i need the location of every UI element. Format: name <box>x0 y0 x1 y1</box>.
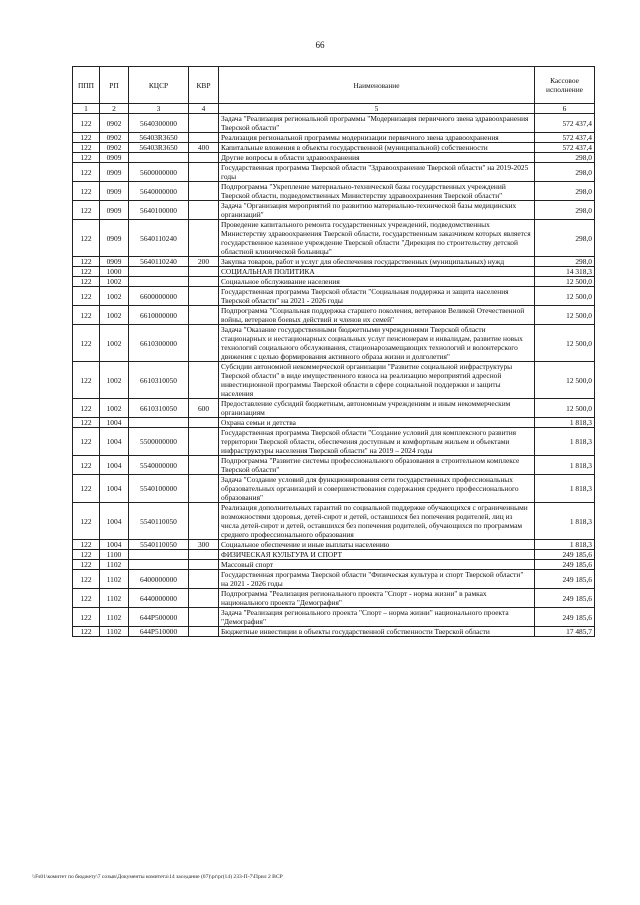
cell-kvr <box>189 267 219 277</box>
cell-rp: 0909 <box>100 182 129 201</box>
cell-rp: 1102 <box>100 560 129 570</box>
cell-kcsr: 6600000000 <box>129 287 189 306</box>
table-row <box>73 182 595 201</box>
table-row <box>73 287 595 306</box>
table-row <box>73 475 595 503</box>
cell-ppp: 122 <box>73 550 100 560</box>
cell-sum: 12 500,0 <box>535 362 595 399</box>
cell-ppp: 122 <box>73 399 100 418</box>
cell-rp: 0902 <box>100 133 129 143</box>
cell-kcsr: 56403R3650 <box>129 133 189 143</box>
table-row <box>73 627 595 637</box>
cell-name: Другие вопросы в области здравоохранения <box>219 153 535 163</box>
cell-ppp: 122 <box>73 362 100 399</box>
cell-ppp: 122 <box>73 475 100 503</box>
cell-name: Массовый спорт <box>219 560 535 570</box>
cell-kvr <box>189 418 219 428</box>
cell-rp: 1002 <box>100 277 129 287</box>
cell-sum: 249 185,6 <box>535 608 595 627</box>
cell-name: Подпрограмма "Развитие системы профессионального образования в строительном комплексе Тверской области" <box>219 456 535 475</box>
cell-kvr <box>189 325 219 362</box>
cell-kcsr: 5640300000 <box>129 114 189 133</box>
cell-kcsr: 5640110240 <box>129 220 189 257</box>
header-kvr: КВР <box>189 67 219 104</box>
cell-ppp: 122 <box>73 456 100 475</box>
table-row <box>73 418 595 428</box>
cell-rp: 1102 <box>100 608 129 627</box>
cell-rp: 0909 <box>100 257 129 267</box>
cell-kvr <box>189 627 219 637</box>
cell-name: Предоставление субсидий бюджетным, автономным учреждениям и иным некоммерческим организациям <box>219 399 535 418</box>
header-rp: РП <box>100 67 129 104</box>
cell-name: СОЦИАЛЬНАЯ ПОЛИТИКА <box>219 267 535 277</box>
header-ppp: ППП <box>73 67 100 104</box>
cell-kvr <box>189 201 219 220</box>
cell-name: Государственная программа Тверской области "Здравоохранение Тверской области" на 2019-2025 годы <box>219 163 535 182</box>
budget-table <box>72 66 595 637</box>
cell-kvr <box>189 277 219 287</box>
cell-name: Подпрограмма "Укрепление материально-технической базы государственных учреждений Тверской области, подведомственных Министерству здравоохранения Тверской области" <box>219 182 535 201</box>
cell-ppp: 122 <box>73 325 100 362</box>
table-row <box>73 257 595 267</box>
cell-name: Задача "Создание условий для функционирования сети государственных профессиональных образовательных организаций и совершенствования содержания среднего профессионального образования" <box>219 475 535 503</box>
cell-sum: 249 185,6 <box>535 560 595 570</box>
cell-kcsr <box>129 267 189 277</box>
cell-sum: 12 500,0 <box>535 306 595 325</box>
column-number: 5 <box>219 104 535 114</box>
cell-ppp: 122 <box>73 201 100 220</box>
cell-kvr <box>189 428 219 456</box>
cell-kvr <box>189 133 219 143</box>
cell-ppp: 122 <box>73 163 100 182</box>
cell-sum: 12 500,0 <box>535 325 595 362</box>
cell-ppp: 122 <box>73 540 100 550</box>
table-row <box>73 589 595 608</box>
cell-ppp: 122 <box>73 589 100 608</box>
cell-kcsr: 6610310050 <box>129 399 189 418</box>
column-number: 6 <box>535 104 595 114</box>
column-number: 3 <box>129 104 189 114</box>
cell-kcsr <box>129 153 189 163</box>
cell-sum: 1 818,3 <box>535 503 595 540</box>
table-row <box>73 503 595 540</box>
cell-sum: 572 437,4 <box>535 143 595 153</box>
cell-kvr <box>189 608 219 627</box>
cell-ppp: 122 <box>73 143 100 153</box>
cell-rp: 1004 <box>100 428 129 456</box>
cell-kcsr: 644P510000 <box>129 627 189 637</box>
cell-ppp: 122 <box>73 627 100 637</box>
cell-kcsr: 56403R3650 <box>129 143 189 153</box>
cell-ppp: 122 <box>73 428 100 456</box>
cell-kcsr: 6610000000 <box>129 306 189 325</box>
table-row <box>73 570 595 589</box>
table-body <box>73 114 595 637</box>
header-name: Наименование <box>219 67 535 104</box>
cell-sum: 14 318,3 <box>535 267 595 277</box>
cell-kcsr <box>129 418 189 428</box>
cell-name: Закупка товаров, работ и услуг для обеспечения государственных (муниципальных) нужд <box>219 257 535 267</box>
cell-ppp: 122 <box>73 220 100 257</box>
table-row <box>73 143 595 153</box>
table-row <box>73 550 595 560</box>
cell-rp: 1102 <box>100 627 129 637</box>
table-row <box>73 325 595 362</box>
cell-rp: 1004 <box>100 456 129 475</box>
cell-kcsr: 5540110050 <box>129 503 189 540</box>
cell-ppp: 122 <box>73 133 100 143</box>
cell-rp: 1102 <box>100 570 129 589</box>
cell-name: Задача "Организация мероприятий по развитию материально-технической базы медицинских организаций" <box>219 201 535 220</box>
cell-kvr <box>189 550 219 560</box>
cell-name: Социальное обслуживание населения <box>219 277 535 287</box>
cell-name: Задача "Оказание государственными бюджетными учреждениями Тверской области стационарных и нестационарных социальных услуг пенсионерам и инвалидам, развитие новых технологий социального обслуживания, стационарозамещающих технологий и волонтерского движения с целью формирования активного образа жизни и долголетия" <box>219 325 535 362</box>
cell-sum: 298,0 <box>535 201 595 220</box>
table-row <box>73 560 595 570</box>
cell-kcsr: 5540110050 <box>129 540 189 550</box>
cell-kvr <box>189 220 219 257</box>
cell-ppp: 122 <box>73 608 100 627</box>
cell-rp: 1000 <box>100 267 129 277</box>
cell-name: Социальное обеспечение и иные выплаты населению <box>219 540 535 550</box>
column-number: 4 <box>189 104 219 114</box>
column-number: 1 <box>73 104 100 114</box>
cell-ppp: 122 <box>73 570 100 589</box>
cell-name: Задача "Реализация регионального проекта "Спорт – норма жизни" национального проекта "Демография" <box>219 608 535 627</box>
cell-kcsr <box>129 560 189 570</box>
cell-kvr <box>189 503 219 540</box>
table-row <box>73 201 595 220</box>
table-row <box>73 540 595 550</box>
cell-kcsr: 5640100000 <box>129 201 189 220</box>
table-row <box>73 133 595 143</box>
cell-sum: 1 818,3 <box>535 540 595 550</box>
cell-kcsr: 5640110240 <box>129 257 189 267</box>
cell-rp: 1002 <box>100 287 129 306</box>
cell-ppp: 122 <box>73 306 100 325</box>
cell-name: Субсидии автономной некоммерческой организации "Развитие социальной инфраструктуры Тверской области" в виде имущественного взноса на реализацию мероприятий адресной инвестиционной программы Тверской области в сфере социальной поддержки и защиты населения <box>219 362 535 399</box>
cell-kcsr: 6400000000 <box>129 570 189 589</box>
cell-kcsr: 5500000000 <box>129 428 189 456</box>
cell-sum: 17 485,7 <box>535 627 595 637</box>
cell-sum: 249 185,6 <box>535 550 595 560</box>
cell-kvr <box>189 114 219 133</box>
cell-kvr <box>189 589 219 608</box>
cell-rp: 0909 <box>100 163 129 182</box>
cell-sum: 572 437,4 <box>535 133 595 143</box>
cell-sum: 249 185,6 <box>535 570 595 589</box>
cell-name: ФИЗИЧЕСКАЯ КУЛЬТУРА И СПОРТ <box>219 550 535 560</box>
cell-rp: 1002 <box>100 325 129 362</box>
table-row <box>73 608 595 627</box>
cell-sum: 12 500,0 <box>535 287 595 306</box>
cell-kvr <box>189 362 219 399</box>
cell-name: Государственная программа Тверской области "Создание условий для комплексного развития территории Тверской области, обеспечения доступным и комфортным жильем и объектами инфраструктуры населения Тверской области" на 2019 – 2024 годы <box>219 428 535 456</box>
cell-rp: 1102 <box>100 589 129 608</box>
cell-kvr: 200 <box>189 257 219 267</box>
cell-ppp: 122 <box>73 114 100 133</box>
table-row <box>73 306 595 325</box>
cell-rp: 0909 <box>100 201 129 220</box>
table-header-row <box>73 67 595 104</box>
cell-ppp: 122 <box>73 267 100 277</box>
page-number: 66 <box>315 40 325 50</box>
cell-ppp: 122 <box>73 418 100 428</box>
cell-sum: 298,0 <box>535 182 595 201</box>
table-row <box>73 277 595 287</box>
cell-kvr: 600 <box>189 399 219 418</box>
table-row <box>73 456 595 475</box>
cell-rp: 1004 <box>100 475 129 503</box>
table-row <box>73 153 595 163</box>
cell-sum: 298,0 <box>535 220 595 257</box>
cell-ppp: 122 <box>73 277 100 287</box>
table-row <box>73 220 595 257</box>
cell-kcsr: 5640000000 <box>129 182 189 201</box>
cell-kcsr: 5600000000 <box>129 163 189 182</box>
table-row <box>73 267 595 277</box>
cell-rp: 1002 <box>100 399 129 418</box>
table-row <box>73 428 595 456</box>
cell-kvr <box>189 306 219 325</box>
cell-name: Подпрограмма "Реализация регионального проекта "Спорт - норма жизни" в рамках национального проекта "Демография" <box>219 589 535 608</box>
cell-name: Реализация дополнительных гарантий по социальной поддержке обучающихся с ограниченными возможностями здоровья, детей-сирот и детей, оставшихся без попечения родителей, лиц из числа детей-сирот и детей, оставшихся без попечения родителей, обучающихся по программам среднего профессионального образования <box>219 503 535 540</box>
cell-kcsr: 5540000000 <box>129 456 189 475</box>
cell-kvr <box>189 456 219 475</box>
cell-name: Проведение капитального ремонта государственных учреждений, подведомственных Министерству здравоохранения Тверской области, государственным заказчиком которых является государственное казенное учреждение Тверской области "Дирекция по строительству детской областной клинической больницы" <box>219 220 535 257</box>
cell-kvr <box>189 475 219 503</box>
cell-rp: 1004 <box>100 540 129 550</box>
cell-sum: 1 818,3 <box>535 475 595 503</box>
header-sum: Кассовое исполнение <box>535 67 595 104</box>
cell-name: Государственная программа Тверской области "Социальная поддержка и защита населения Тверской области" на 2021 - 2026 годы <box>219 287 535 306</box>
cell-sum: 572 437,4 <box>535 114 595 133</box>
cell-rp: 1004 <box>100 418 129 428</box>
header-kcsr: КЦСР <box>129 67 189 104</box>
cell-sum: 1 818,3 <box>535 428 595 456</box>
cell-sum: 12 500,0 <box>535 399 595 418</box>
table-row <box>73 362 595 399</box>
cell-kvr <box>189 287 219 306</box>
cell-ppp: 122 <box>73 182 100 201</box>
cell-sum: 298,0 <box>535 153 595 163</box>
cell-ppp: 122 <box>73 503 100 540</box>
cell-rp: 1100 <box>100 550 129 560</box>
cell-rp: 0909 <box>100 220 129 257</box>
cell-kcsr: 6440000000 <box>129 589 189 608</box>
cell-ppp: 122 <box>73 153 100 163</box>
cell-rp: 1002 <box>100 362 129 399</box>
cell-name: Государственная программа Тверской области "Физическая культура и спорт Тверской области" на 2021 - 2026 годы <box>219 570 535 589</box>
cell-rp: 1004 <box>100 503 129 540</box>
cell-kcsr: 5540100000 <box>129 475 189 503</box>
cell-sum: 1 818,3 <box>535 456 595 475</box>
cell-sum: 298,0 <box>535 163 595 182</box>
cell-ppp: 122 <box>73 560 100 570</box>
cell-sum: 1 818,3 <box>535 418 595 428</box>
cell-rp: 1002 <box>100 306 129 325</box>
cell-kvr: 400 <box>189 143 219 153</box>
cell-rp: 0902 <box>100 143 129 153</box>
cell-name: Подпрограмма "Социальная поддержка старшего поколения, ветеранов Великой Отечественной войны, ветеранов боевых действий и членов их семей" <box>219 306 535 325</box>
footer-path: \\Fs01\комитет по бюджету\7 созыв\Документы комитета\14 заседание (07)\pr\pr(14) 233-П-7\Прил 2 ВСР <box>32 874 283 880</box>
cell-name: Капитальные вложения в объекты государственной (муниципальной) собственности <box>219 143 535 153</box>
cell-kcsr <box>129 550 189 560</box>
cell-rp: 0909 <box>100 153 129 163</box>
cell-name: Реализация региональной программы модернизации первичного звена здравоохранения <box>219 133 535 143</box>
column-number-row <box>73 104 595 114</box>
cell-kvr <box>189 570 219 589</box>
cell-kvr <box>189 560 219 570</box>
cell-kcsr <box>129 277 189 287</box>
cell-kcsr: 6610310050 <box>129 362 189 399</box>
table-row <box>73 399 595 418</box>
cell-name: Охрана семьи и детства <box>219 418 535 428</box>
cell-kvr <box>189 163 219 182</box>
cell-kvr <box>189 153 219 163</box>
cell-sum: 12 500,0 <box>535 277 595 287</box>
table-row <box>73 163 595 182</box>
cell-name: Задача "Реализация региональной программы "Модернизация первичного звена здравоохранения Тверской области" <box>219 114 535 133</box>
cell-kcsr: 6610300000 <box>129 325 189 362</box>
cell-ppp: 122 <box>73 257 100 267</box>
cell-kvr <box>189 182 219 201</box>
cell-sum: 249 185,6 <box>535 589 595 608</box>
cell-ppp: 122 <box>73 287 100 306</box>
table-row <box>73 114 595 133</box>
cell-rp: 0902 <box>100 114 129 133</box>
column-number: 2 <box>100 104 129 114</box>
cell-kcsr: 644P500000 <box>129 608 189 627</box>
cell-kvr: 300 <box>189 540 219 550</box>
cell-name: Бюджетные инвестиции в объекты государственной собственности Тверской области <box>219 627 535 637</box>
cell-sum: 298,0 <box>535 257 595 267</box>
